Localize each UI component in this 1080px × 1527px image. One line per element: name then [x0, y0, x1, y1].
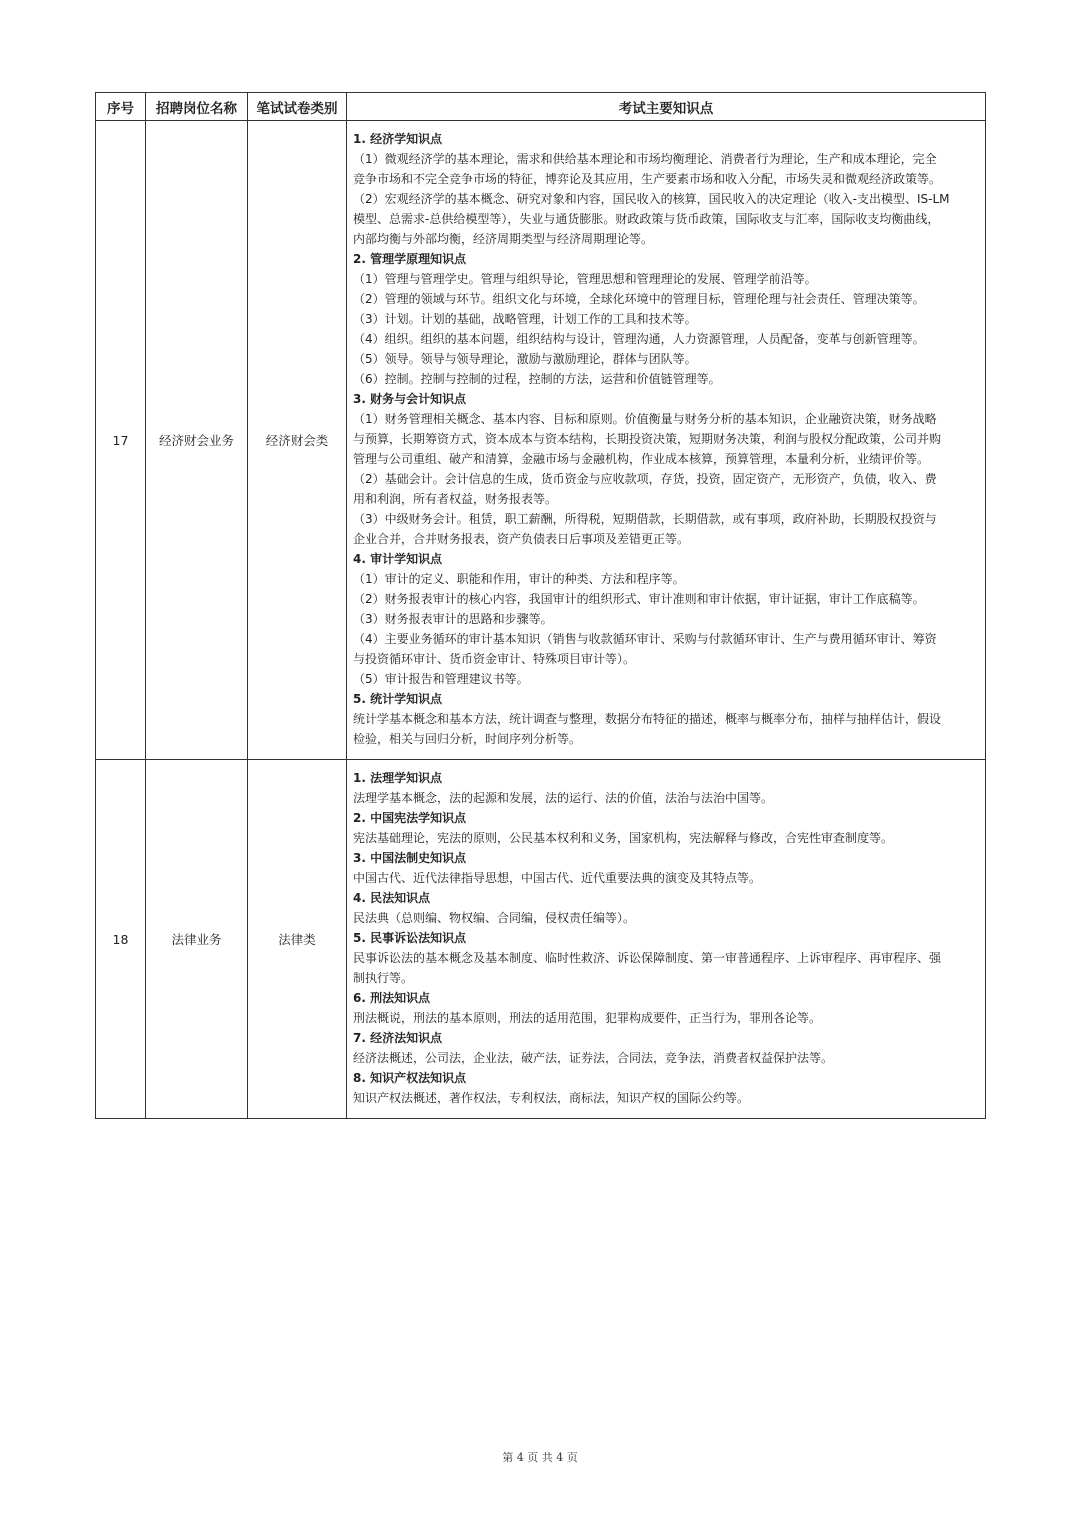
section-heading: 3. 财务与会计知识点 [353, 392, 467, 406]
knowledge-line: （2）财务报表审计的核心内容，我国审计的组织形式、审计准则和审计依据，审计证据，审计工作底稿等。 [353, 592, 925, 606]
section-heading: 5. 民事诉讼法知识点 [353, 931, 467, 945]
table-row [96, 760, 986, 1119]
knowledge-line: 民事诉讼法的基本概念及基本制度、临时性救济、诉讼保障制度、第一审普通程序、上诉审程序、再审程序、强 [353, 951, 942, 965]
row-position: 法律业务 [146, 760, 248, 1119]
knowledge-line: （1）管理与管理学史。管理与组织导论，管理思想和管理理论的发展、管理学前沿等。 [353, 272, 817, 286]
knowledge-line: （6）控制。控制与控制的过程，控制的方法，运营和价值链管理等。 [353, 372, 721, 386]
knowledge-line: 竞争市场和不完全竞争市场的特征，博弈论及其应用，生产要素市场和收入分配，市场失灵和微观经济政策等。 [353, 172, 942, 186]
section-heading: 5. 统计学知识点 [353, 692, 443, 706]
knowledge-line: 检验，相关与回归分析，时间序列分析等。 [353, 732, 582, 746]
knowledge-line: （2）基础会计。会计信息的生成，货币资金与应收款项，存货，投资，固定资产，无形资产，负债，收入、费 [353, 472, 937, 486]
section-heading: 4. 民法知识点 [353, 891, 431, 905]
table-header-row [96, 93, 986, 121]
row-exam-type: 经济财会类 [248, 121, 347, 760]
header-knowledge-points: 考试主要知识点 [347, 93, 986, 121]
section-heading: 3. 中国法制史知识点 [353, 851, 467, 865]
knowledge-line: 与投资循环审计、货币资金审计、特殊项目审计等）。 [353, 652, 636, 666]
table-row [96, 121, 986, 760]
exam-content-table [95, 92, 986, 1119]
knowledge-line: 民法典（总则编、物权编、合同编，侵权责任编等）。 [353, 911, 636, 925]
knowledge-line: 企业合并，合并财务报表，资产负债表日后事项及差错更正等。 [353, 532, 690, 546]
section-heading: 1. 经济学知识点 [353, 132, 443, 146]
section-heading: 4. 审计学知识点 [353, 552, 443, 566]
header-no: 序号 [96, 93, 146, 121]
section-heading: 7. 经济法知识点 [353, 1031, 443, 1045]
knowledge-line: 中国古代、近代法律指导思想，中国古代、近代重要法典的演变及其特点等。 [353, 871, 762, 885]
section-heading: 2. 中国宪法学知识点 [353, 811, 467, 825]
knowledge-line: 用和利润，所有者权益，财务报表等。 [353, 492, 558, 506]
row-no: 17 [96, 121, 146, 760]
knowledge-line: 统计学基本概念和基本方法，统计调查与整理，数据分布特征的描述，概率与概率分布，抽样与抽样估计，假设 [353, 712, 942, 726]
page-footer: 第 4 页 共 4 页 [502, 1451, 578, 1464]
knowledge-line: （3）计划。计划的基础，战略管理，计划工作的工具和技术等。 [353, 312, 697, 326]
row-knowledge-points [347, 760, 986, 1119]
knowledge-line: 刑法概说，刑法的基本原则，刑法的适用范围，犯罪构成要件，正当行为，罪刑各论等。 [353, 1011, 822, 1025]
knowledge-line: 模型、总需求-总供给模型等），失业与通货膨胀。财政政策与货币政策，国际收支与汇率，国际收支均衡曲线， [353, 212, 940, 226]
knowledge-line: 管理与公司重组、破产和清算，金融市场与金融机构，作业成本核算，预算管理，本量利分析，业绩评价等。 [353, 452, 930, 466]
knowledge-line: （4）主要业务循环的审计基本知识（销售与收款循环审计、采购与付款循环审计、生产与费用循环审计、筹资 [353, 632, 937, 646]
knowledge-line: （3）财务报表审计的思路和步骤等。 [353, 612, 553, 626]
knowledge-line: （1）微观经济学的基本理论，需求和供给基本理论和市场均衡理论、消费者行为理论，生产和成本理论，完全 [353, 152, 937, 166]
section-heading: 1. 法理学知识点 [353, 771, 443, 785]
knowledge-line: 法理学基本概念，法的起源和发展，法的运行、法的价值，法治与法治中国等。 [353, 791, 774, 805]
knowledge-line: 知识产权法概述，著作权法，专利权法，商标法，知识产权的国际公约等。 [353, 1091, 750, 1105]
row-exam-type: 法律类 [248, 760, 347, 1119]
row-no: 18 [96, 760, 146, 1119]
knowledge-line: （1）财务管理相关概念、基本内容、目标和原则。价值衡量与财务分析的基本知识，企业融资决策，财务战略 [353, 412, 937, 426]
knowledge-line: 与预算，长期筹资方式，资本成本与资本结构，长期投资决策，短期财务决策，利润与股权分配政策，公司并购 [353, 432, 942, 446]
header-exam-type: 笔试试卷类别 [248, 93, 347, 121]
knowledge-line: 经济法概述，公司法，企业法，破产法，证券法，合同法，竞争法，消费者权益保护法等。 [353, 1051, 834, 1065]
knowledge-line: （4）组织。组织的基本问题，组织结构与设计，管理沟通，人力资源管理，人员配备，变革与创新管理等。 [353, 332, 925, 346]
header-position: 招聘岗位名称 [146, 93, 248, 121]
section-heading: 6. 刑法知识点 [353, 991, 431, 1005]
section-heading: 8. 知识产权法知识点 [353, 1071, 467, 1085]
knowledge-line: 制执行等。 [353, 971, 414, 985]
row-position: 经济财会业务 [146, 121, 248, 760]
knowledge-line: （3）中级财务会计。租赁，职工薪酬，所得税，短期借款，长期借款，或有事项，政府补助，长期股权投资与 [353, 512, 937, 526]
knowledge-line: 宪法基础理论，宪法的原则，公民基本权利和义务，国家机构，宪法解释与修改，合宪性审查制度等。 [353, 831, 894, 845]
section-heading: 2. 管理学原理知识点 [353, 252, 467, 266]
knowledge-line: （5）审计报告和管理建议书等。 [353, 672, 529, 686]
knowledge-line: 内部均衡与外部均衡，经济周期类型与经济周期理论等。 [353, 232, 654, 246]
knowledge-line: （5）领导。领导与领导理论，激励与激励理论，群体与团队等。 [353, 352, 697, 366]
knowledge-line: （2）管理的领域与环节。组织文化与环境，全球化环境中的管理目标，管理伦理与社会责任、管理决策等。 [353, 292, 925, 306]
knowledge-line: （1）审计的定义、职能和作用，审计的种类、方法和程序等。 [353, 572, 685, 586]
knowledge-line: （2）宏观经济学的基本概念、研究对象和内容，国民收入的核算，国民收入的决定理论（收入-支出模型、IS-LM [353, 192, 950, 206]
row-knowledge-points [347, 121, 986, 760]
